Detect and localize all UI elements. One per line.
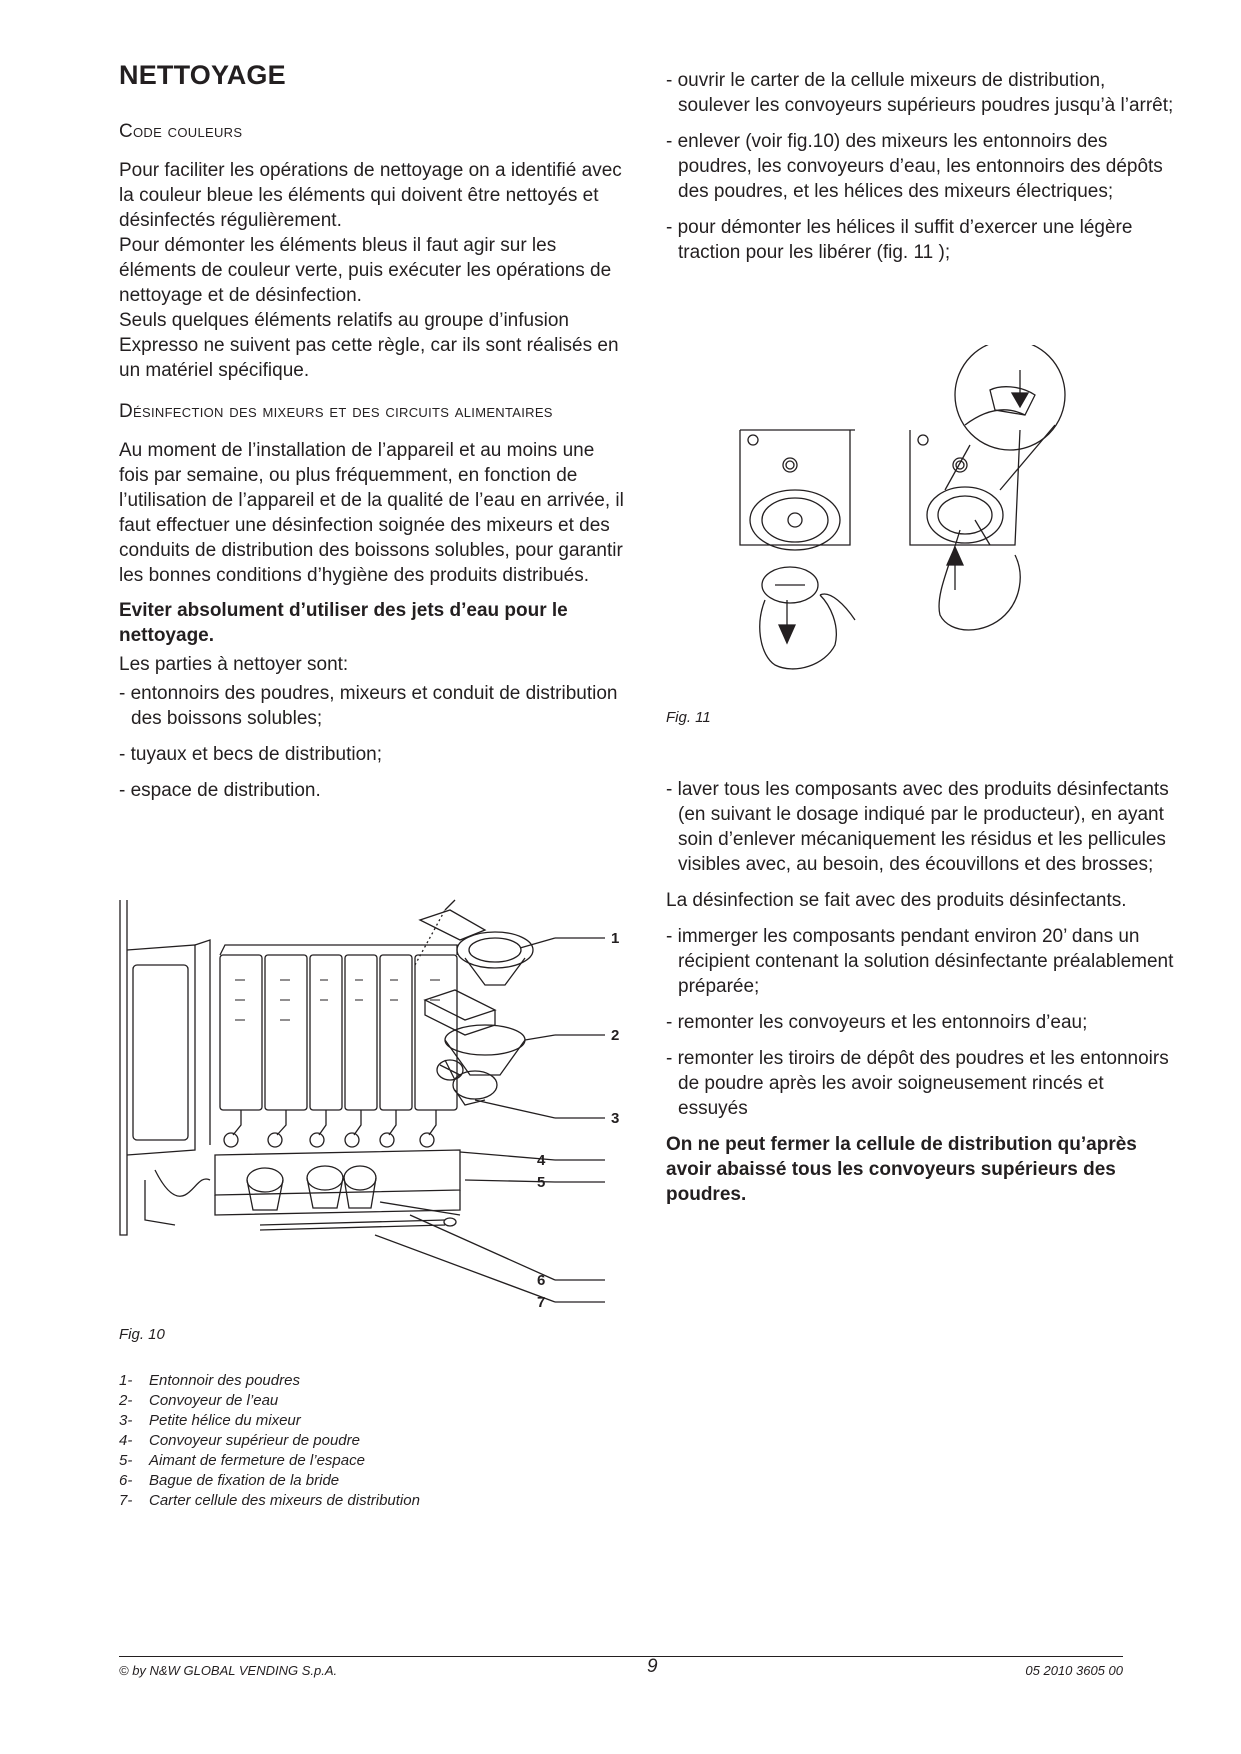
figure-10-caption: Fig. 10 <box>119 1326 165 1343</box>
legend-item: 6- Bague de fixation de la bride <box>119 1472 340 1489</box>
right-column-top <box>666 68 1176 276</box>
left-column <box>119 60 629 814</box>
legend-item: 1- Entonnoir des poudres <box>119 1372 300 1389</box>
callout-7: 7 <box>537 1294 546 1310</box>
page-title: NETTOYAGE <box>119 60 286 90</box>
cleaning-steps <box>666 777 1176 877</box>
callout-4: 4 <box>537 1152 546 1169</box>
legend-item: 7- Carter cellule des mixeurs de distribution <box>119 1492 420 1509</box>
closing-warning: On ne peut fermer la cellule de distribution qu’après avoir abaissé tous les convoyeurs supérieurs des poudres. <box>666 1134 1137 1205</box>
color-code-text <box>119 158 629 383</box>
paragraph: Pour faciliter les opérations de nettoyage on a identifié avec la couleur bleue les éléments qui doivent être nettoyés et désinfectés régulièrement. <box>119 160 622 231</box>
figure-11 <box>735 345 1105 685</box>
callout-2: 2 <box>611 1027 620 1044</box>
paragraph: Seuls quelques éléments relatifs au groupe d’infusion Expresso ne suivent pas cette règle, car ils sont réalisés en un matériel spécifique. <box>119 310 619 381</box>
list-item: - pour démonter les hélices il suffit d’exercer une légère traction pour les libérer (fig. 11 ); <box>666 217 1133 263</box>
footer-copyright: © by N&W GLOBAL VENDING S.p.A. <box>119 1663 338 1678</box>
list-item: - remonter les convoyeurs et les entonnoirs d’eau; <box>666 1012 1088 1033</box>
parts-list <box>119 681 629 803</box>
list-item: - remonter les tiroirs de dépôt des poudres et les entonnoirs de poudre après les avoir soigneusement rincés et essuyés <box>666 1048 1169 1119</box>
figure-11-caption: Fig. 11 <box>666 709 711 726</box>
callout-6: 6 <box>537 1272 546 1289</box>
propeller-removal-illustration <box>735 345 1105 685</box>
paragraph: Pour démonter les éléments bleus il faut agir sur les éléments de couleur verte, puis exécuter les opérations de nettoyage et de désinfection. <box>119 235 612 306</box>
list-item: - ouvrir le carter de la cellule mixeurs de distribution, soulever les convoyeurs supérieurs poudres jusqu’à l’arrêt; <box>666 70 1174 116</box>
right-column-bottom <box>666 777 1176 1207</box>
warning-text: Eviter absolument d’utiliser des jets d’eau pour le nettoyage. <box>119 600 568 646</box>
legend-item: 3- Petite hélice du mixeur <box>119 1412 301 1429</box>
footer-divider <box>119 1656 1123 1657</box>
list-intro: Les parties à nettoyer sont: <box>119 654 349 675</box>
page-number: 9 <box>647 1656 658 1677</box>
list-item: - entonnoirs des poudres, mixeurs et conduit de distribution des boissons solubles; <box>119 683 618 729</box>
footer-doc-code: 05 2010 3605 00 <box>1025 1663 1123 1678</box>
heading-color-code: Code couleurs <box>119 121 243 142</box>
disinfection-sentence: La désinfection se fait avec des produits désinfectants. <box>666 890 1127 911</box>
callout-3: 3 <box>611 1110 620 1127</box>
list-item: - tuyaux et becs de distribution; <box>119 744 382 765</box>
mixer-assembly-illustration <box>115 890 645 1310</box>
legend-item: 2- Convoyeur de l’eau <box>119 1392 279 1409</box>
list-item: - laver tous les composants avec des produits désinfectants (en suivant le dosage indiqué par le producteur), en ayant soin d’enlever mécaniquement les résidus et les pellicules visibles avec, au besoin, des écouvillons et des brosses; <box>666 779 1169 875</box>
heading-disinfection: Désinfection des mixeurs et des circuits alimentaires <box>119 401 553 422</box>
legend-item: 5- Aimant de fermeture de l’espace <box>119 1452 365 1469</box>
figure-10-legend <box>119 1371 420 1511</box>
figure-10 <box>115 890 645 1310</box>
list-item: - espace de distribution. <box>119 780 321 801</box>
list-item: - enlever (voir fig.10) des mixeurs les entonnoirs des poudres, les convoyeurs d’eau, les entonnoirs des dépôts des poudres, et les hélices des mixeurs électriques; <box>666 131 1163 202</box>
callout-1: 1 <box>611 930 620 947</box>
disinfection-text: Au moment de l’installation de l’appareil et au moins une fois par semaine, ou plus fréquemment, en fonction de l’utilisation de l’appareil et de la qualité de l’eau en arrivée, il faut effectuer une désinfection soignée des mixeurs et des conduits de distribution des boissons solubles, pour garantir les bonnes conditions d’hygiène des produits distribués. <box>119 440 624 586</box>
callout-5: 5 <box>537 1174 546 1191</box>
reassembly-steps <box>666 924 1176 1121</box>
legend-item: 4- Convoyeur supérieur de poudre <box>119 1432 360 1449</box>
disassembly-steps <box>666 68 1176 265</box>
list-item: - immerger les composants pendant environ 20’ dans un récipient contenant la solution désinfectante préalablement préparée; <box>666 926 1174 997</box>
